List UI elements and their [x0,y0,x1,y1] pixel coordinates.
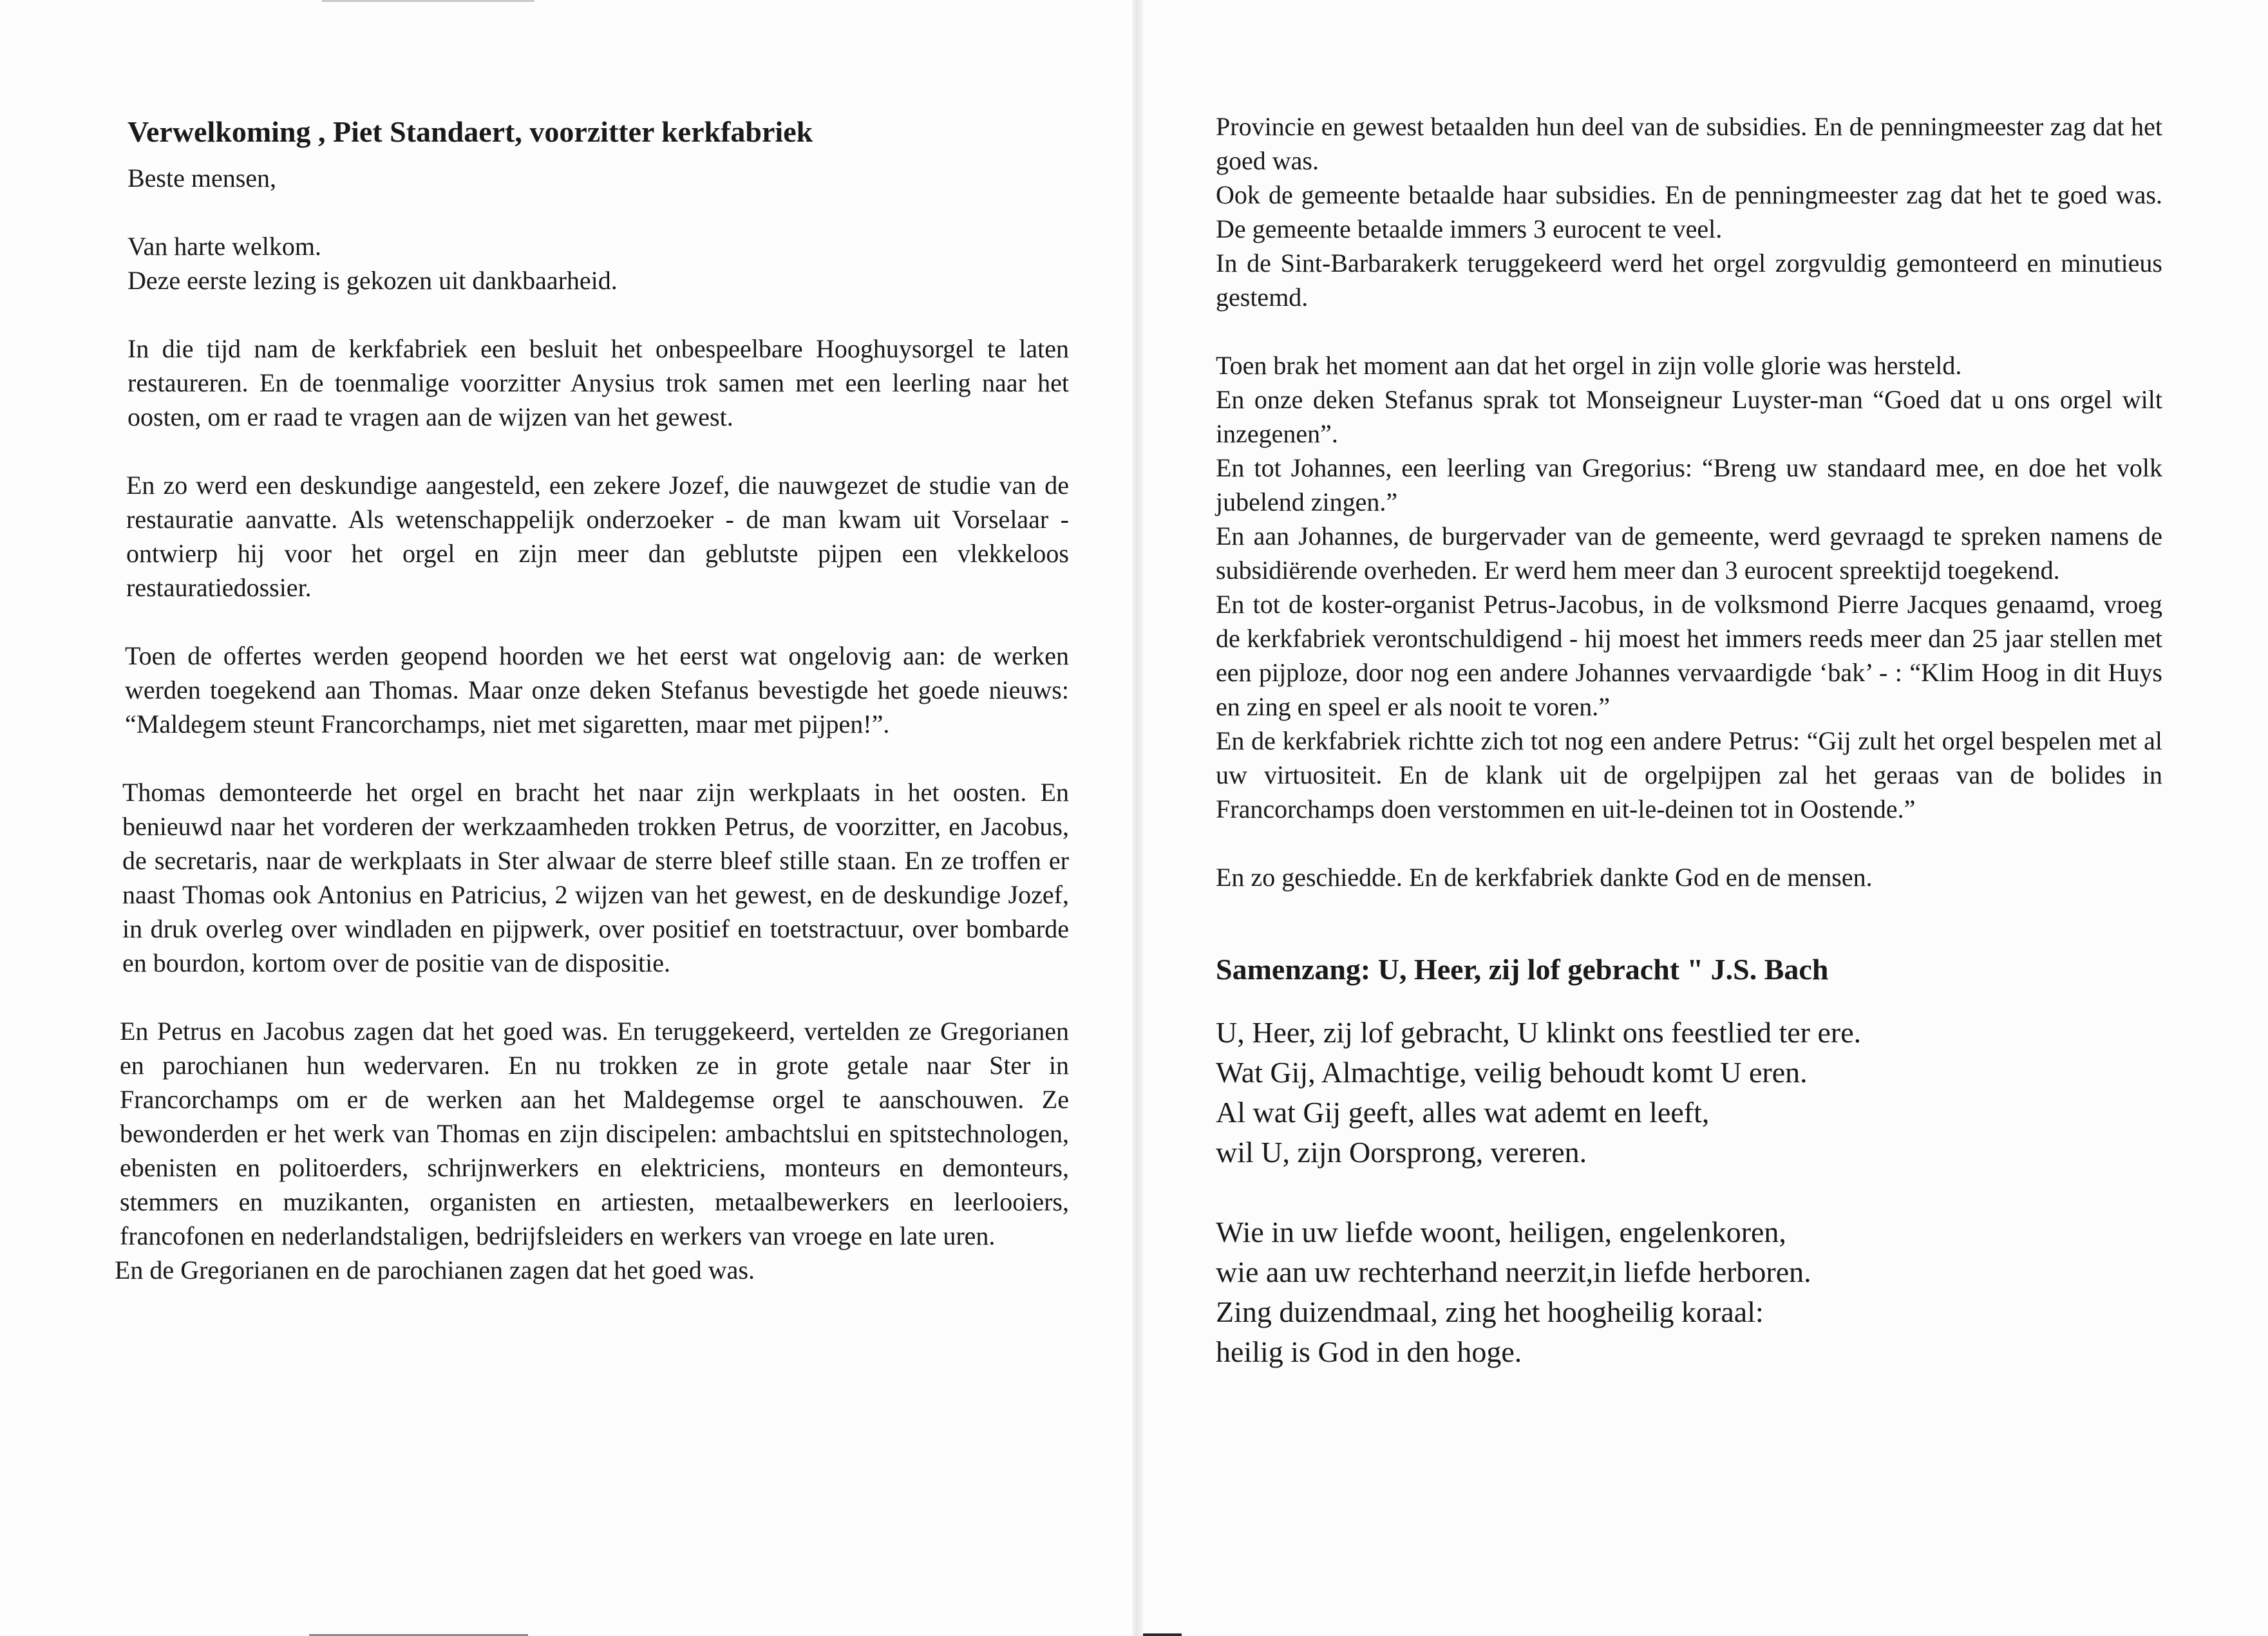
song-line: Wie in uw liefde woont, heiligen, engelenkoren, [1216,1216,1786,1248]
song-line: U, Heer, zij lof gebracht, U klinkt ons feestlied ter ere. [1216,1016,1862,1049]
song-line: wie aan uw rechterhand neerzit,in liefde herboren. [1216,1255,1811,1288]
song-line: Zing duizendmaal, zing het hoogheilig koraal: [1216,1295,1764,1328]
song-title: Samenzang: U, Heer, zij lof gebracht " J.S. Bach [1216,953,1829,986]
right-column [1216,109,2162,1372]
paragraph-organist: En tot de koster-organist Petrus-Jacobus, in de volksmond Pierre Jacques genaamd, vroeg de kerkfabriek verontschuldigend - hij moest het immers reeds meer dan 25 jaar stellen met een pijploze, door nog een andere Johannes vervaardigde ‘bak’ - : “Klim Hoog in dit Huys en zing en speel er als nooit te voren.” [1216,590,2162,721]
song-line: Al wat Gij geeft, alles wat ademt en leeft, [1216,1096,1710,1129]
paragraph-body: En Petrus en Jacobus zagen dat het goed was. En teruggekeerd, vertelden ze Gregorianen en parochianen hun wedervaren. En nu trokken ze in grote getale naar Ster in Francorchamps om er de werken aan het Maldegemse orgel te aanschouwen. Ze bewonderden er het werk van Thomas en zijn discipelen: ambachtslui en spitstechnologen, ebenisten en politoerders, schrijnwerkers en elektriciens, monteurs en demonteurs, stemmers en muzikanten, organisten en artiesten, metaalbewerkers en leerlooiers, francofonen en nederlandstaligen, bedrijfsleiders en werkers van vroege en late uren. [120,1017,1069,1250]
welcome-heading: Verwelkoming , Piet Standaert, voorzitter kerkfabriek [128,115,813,148]
paragraph-conclusion: En zo geschiedde. En de kerkfabriek dankte God en de mensen. [1216,863,1873,892]
paragraph-province: Provincie en gewest betaalden hun deel van de subsidies. En de penningmeester zag dat het goed was. [1216,112,2162,175]
song-verse-1 [1216,1013,2162,1172]
paragraph-mayor: En aan Johannes, de burgervader van de gemeente, werd gevraagd te spreken namens de subsidiërende overheden. Er werd hem meer dan 3 eurocent spreektijd toegekend. [1216,522,2162,585]
paragraph-johannes-student: En tot Johannes, een leerling van Gregorius: “Breng uw standaard mee, en doe het volk jubelend zingen.” [1216,453,2162,516]
paragraph-line: Deze eerste lezing is gekozen uit dankbaarheid. [128,266,618,295]
paragraph-expert: En zo werd een deskundige aangesteld, een zekere Jozef, die nauwgezet de studie van de restauratie aanvatte. Als wetenschappelijk onderzoeker - de man kwam uit Vorselaar - ontwierp hij voor het orgel en zijn meer dan geblutste pijpen een vlekkeloos restauratiedossier. [126,471,1069,602]
paragraph-restoration-decision: In die tijd nam de kerkfabriek een besluit het onbespeelbare Hooghuysorgel te laten restaureren. En de toenmalige voorzitter Anysius trok samen met een leerling naar het oosten, om er raad te vragen aan de wijzen van het gewest. [128,334,1069,431]
paragraph-reassembly: In de Sint-Barbarakerk teruggekeerd werd het orgel zorgvuldig gemonteerd en minutieus gestemd. [1216,249,2162,312]
greeting: Beste mensen, [128,164,277,193]
song-line: wil U, zijn Oorsprong, vereren. [1216,1136,1587,1169]
paragraph-restored: Toen brak het moment aan dat het orgel in zijn volle glorie was hersteld. [1216,351,1962,380]
paragraph-dean: En onze deken Stefanus sprak tot Monseigneur Luyster-man “Goed dat u ons orgel wilt inzegenen”. [1216,385,2162,448]
paragraph-line: Van harte welkom. [128,232,322,261]
left-page [0,0,1133,1636]
paragraph-petrus: En de kerkfabriek richtte zich tot nog een andere Petrus: “Gij zult het orgel bespelen met al uw virtuositeit. En de klank uit de orgelpijpen zal het geraas van de bolides in Francorchamps doen verstommen en uit-le-deinen tot in Oostende.” [1216,726,2162,823]
paragraph-visit [115,1014,1069,1287]
paragraph-dismantling: Thomas demonteerde het orgel en bracht het naar zijn werkplaats in het oosten. En benieuwd naar het vorderen der werkzaamheden trokken Petrus, de voorzitter, en Jacobus, de secretaris, naar de werkplaats in Ster alwaar de sterre bleef stille staan. En ze troffen er naast Thomas ook Antonius en Patricius, 2 wijzen van het gewest, en de deskundige Jozef, in druk overleg over windladen en pijpwerk, over positief en toetstractuur, over bombarde en bourdon, kortom over de positie van de dispositie. [122,778,1069,977]
paragraph-closing: En de Gregorianen en de parochianen zagen dat het goed was. [115,1255,755,1284]
left-column [116,109,1069,1287]
page-edge-bottom [1143,1633,1182,1636]
song-line: heilig is God in den hoge. [1216,1335,1522,1368]
song-verse-2 [1216,1212,2162,1372]
paragraph-offers: Toen de offertes werden geopend hoorden we het eerst wat ongelovig aan: de werken werden toegekend aan Thomas. Maar onze deken Stefanus bevestigde het goede nieuws: “Maldegem steunt Francorchamps, niet met sigaretten, maar met pijpen!”. [125,641,1069,738]
paragraph-municipality: Ook de gemeente betaalde haar subsidies. En de penningmeester zag dat het te goed was. De gemeente betaalde immers 3 eurocent te veel. [1216,180,2162,243]
song-line: Wat Gij, Almachtige, veilig behoudt komt U eren. [1216,1056,1808,1089]
page-gutter [1132,0,1144,1636]
right-page [1143,0,2268,1636]
paragraph-welcome [128,229,1069,297]
page-edge-top [322,0,534,2]
